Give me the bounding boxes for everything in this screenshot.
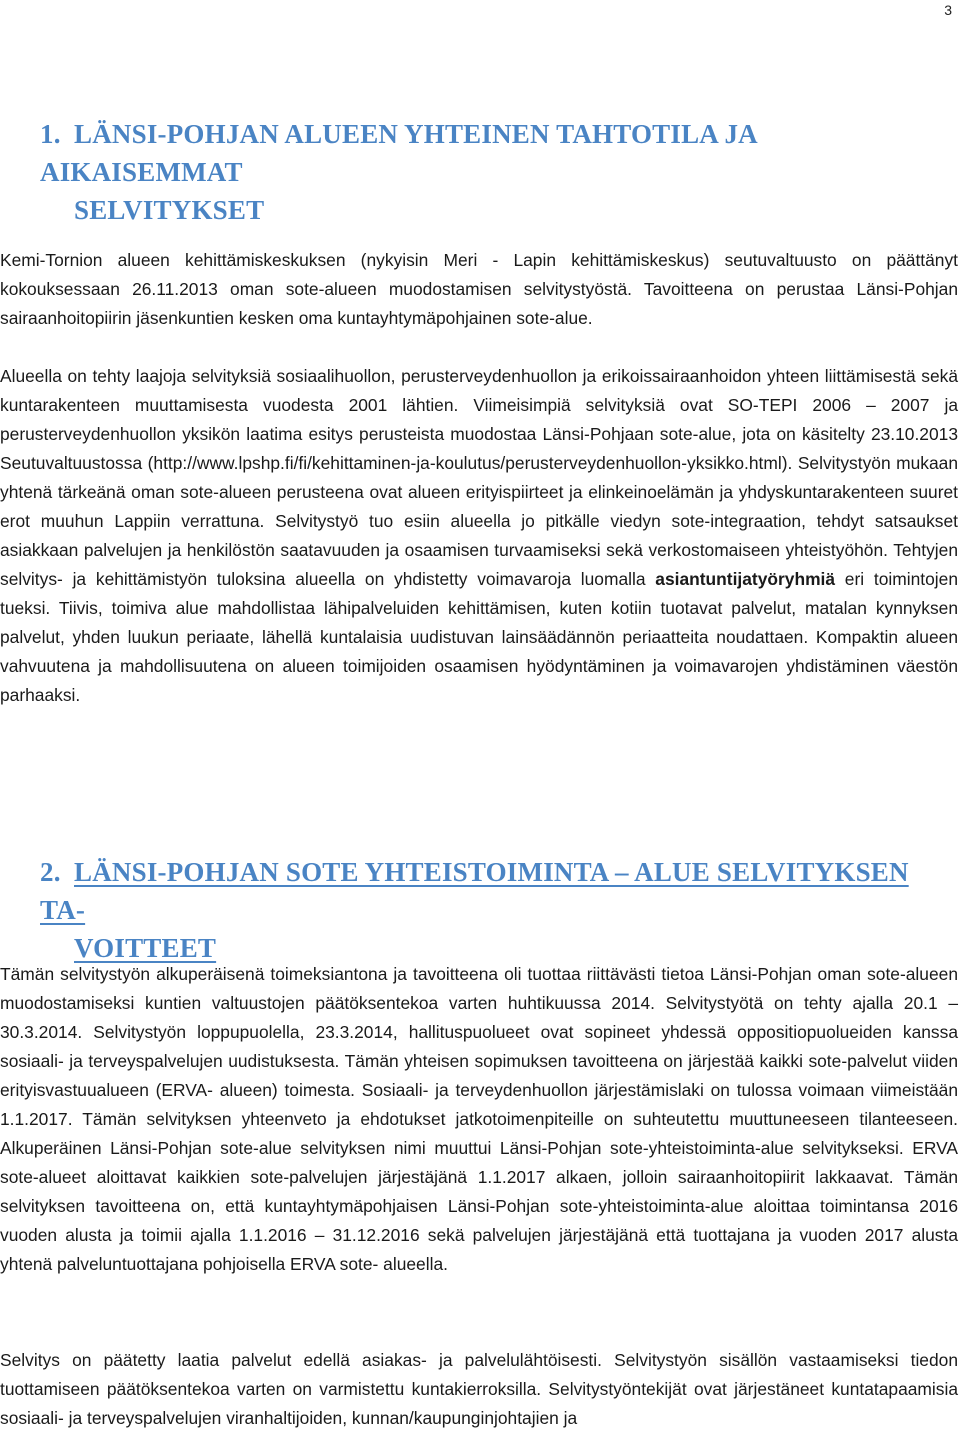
section-1-title-line-2: SELVITYKSET xyxy=(74,195,265,225)
section-1-paragraph-2-bold: asiantuntijatyöryhmiä xyxy=(655,569,836,589)
page-number: 3 xyxy=(944,2,952,18)
section-2-number: 2. xyxy=(40,857,61,887)
section-1-heading xyxy=(40,115,920,229)
section-1-paragraph-2 xyxy=(0,362,958,710)
section-2-paragraph-1: Tämän selvitystyön alkuperäisenä toimeksiantona ja tavoitteena oli tuottaa riittävästi tietoa Länsi-Pohjan oman sote-alueen muodostamiseksi kuntien valtuustojen päätöksentekoa varten huhtikuussa 2014. Selvitystyötä on tehty ajalla 20.1 – 30.3.2014. Selvitystyön loppupuolella, 23.3.2014, hallituspuolueet ovat sopineet yhdessä oppositiopuolueiden kanssa sosiaali- ja terveyspalvelujen uudistuksesta. Tämän yhteisen sopimuksen tavoitteena on järjestää kaikki sote-palvelut viiden erityisvastuualueen (ERVA- alueen) toimesta. Sosiaali- ja terveydenhuollon järjestämislaki on tulossa voimaan viimeistään 1.1.2017. Tämän selvityksen yhteenveto ja ehdotukset jatkotoimenpiteille on suhteutettu muuttuneeseen tilanteeseen. Alkuperäinen Länsi-Pohjan sote-alue selvityksen nimi muuttui Länsi-Pohjan sote-yhteistoiminta-alue selvitykseksi. ERVA sote-alueet aloittavat kaikkien sote-palvelujen järjestäjänä 1.1.2017 alkaen, jolloin sairaanhoitopiirit lakkaavat. Tämän selvityksen tavoitteena on, että kuntayhtymäpohjaisen Länsi-Pohjan sote-yhteistoiminta-alue aloittaa toimintansa 2016 vuoden alusta ja toimii ajalla 1.1.2016 – 31.12.2016 sekä palvelujen järjestäjänä että tuottajana ja vuoden 2017 alusta yhtenä palveluntuottajana pohjoisella ERVA sote- alueella. xyxy=(0,964,958,1274)
section-1-paragraph-2-part-a: Alueella on tehty laajoja selvityksiä sosiaalihuollon, perusterveydenhuollon ja erikoissairaanhoidon yhteen liittämisestä sekä kuntarakenteen muuttamisesta vuodesta 2001 lähtien. Viimeisimpiä selvityksiä ovat SO-TEPI 2006 – 2007 ja perusterveydenhuollon yksikön laatima esitys perusteista muodostaa Länsi-Pohjaan sote-alue, jota on käsitelty 23.10.2013 Seutuvaltuustossa (http://www.lpshp.fi/fi/kehittaminen-ja-koulutus/perusterveydenhuollon-yksikko.html). Selvitystyön mukaan yhtenä tärkeänä oman sote-alueen perusteena ovat alueen erityispiirteet ja elinkeinoelämän ja yhdyskuntarakenteen suuret erot muuhun Lappiin verrattuna. Selvitystyö tuo esiin alueella jo pitkälle viedyn sote-integraation, tehdyt satsaukset asiakkaan palvelujen ja henkilöstön saatavuuden ja osaamisen turvaamiseksi sekä verkostomaiseen yhteistyöhön. Tehtyjen selvitys- ja kehittämistyön tuloksina alueella on yhdistetty voimavaroja luomalla xyxy=(0,366,958,589)
section-2-paragraph-2: Selvitys on päätetty laatia palvelut edellä asiakas- ja palvelulähtöisesti. Selvitystyön sisällön vastaamiseksi tiedon tuottamiseen päätöksentekoa varten on varmistettu kuntakierroksilla. Selvitystyöntekijät ovat järjestäneet kuntatapaamisia sosiaali- ja terveyspalvelujen viranhaltijoiden, kunnan/kaupunginjohtajien ja xyxy=(0,1350,958,1428)
section-1-paragraph-1: Kemi-Tornion alueen kehittämiskeskuksen (nykyisin Meri - Lapin kehittämiskeskus) seutuvaltuusto on päättänyt kokouksessaan 26.11.2013 oman sote-alueen muodostamisen selvitystyöstä. Tavoitteena on perustaa Länsi-Pohjan sairaanhoitopiirin jäsenkuntien kesken oma kuntayhtymäpohjainen sote-alue. xyxy=(0,250,958,328)
section-2-title-line-1: LÄNSI-POHJAN SOTE YHTEISTOIMINTA – ALUE SELVITYKSEN TA- xyxy=(40,857,909,925)
section-2-heading xyxy=(40,853,920,967)
section-1-number: 1. xyxy=(40,119,61,149)
section-1-title-line-1: LÄNSI-POHJAN ALUEEN YHTEINEN TAHTOTILA JA AIKAISEMMAT xyxy=(40,119,757,187)
section-1-paragraph-2-part-b: eri toimintojen tueksi. Tiivis, toimiva alue mahdollistaa lähipalveluiden kehittämisen, kuten kotiin tuotavat palvelut, matalan kynnyksen palvelut, yhden luukun periaate, lähellä kuntalaisia uudistuvan lainsäädännön periaatteita noudattaen. Kompaktin alueen vahvuutena ja mahdollisuutena on alueen toimijoiden osaamisen hyödyntäminen ja voimavarojen yhdistäminen väestön parhaaksi. xyxy=(0,569,959,705)
section-2-title-line-2: VOITTEET xyxy=(74,933,217,963)
